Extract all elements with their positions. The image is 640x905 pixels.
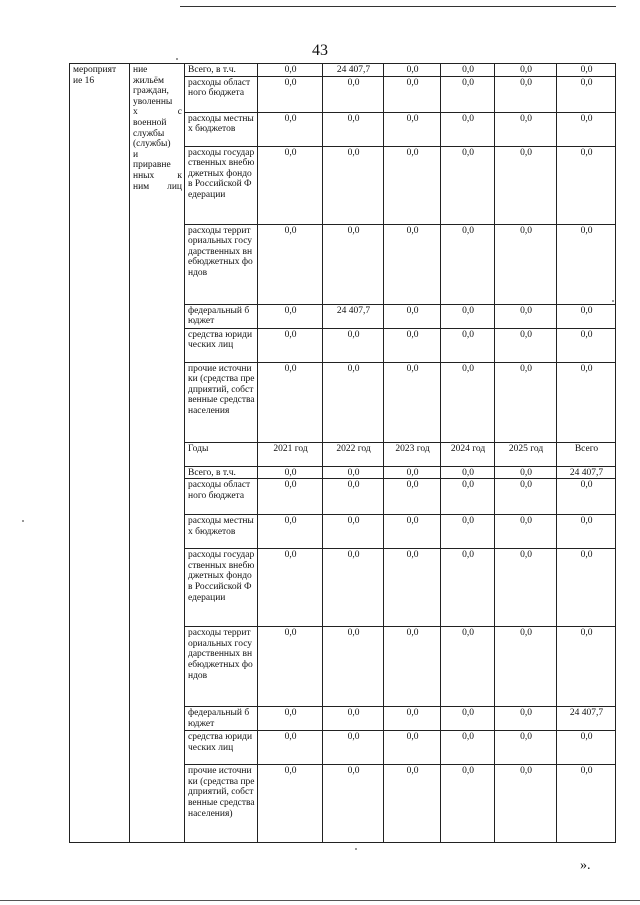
value-cell: 0,0 <box>557 515 616 549</box>
row-label: расходы местных бюджетов <box>185 515 258 549</box>
value-cell: 0,0 <box>441 76 495 112</box>
value-cell: 0,0 <box>495 707 557 731</box>
year-header: 2024 год <box>441 442 495 466</box>
value-cell: 0,0 <box>557 146 616 224</box>
scan-speck <box>176 58 178 60</box>
value-cell: 0,0 <box>495 224 557 304</box>
scan-speck <box>355 848 357 850</box>
year-header: 2022 год <box>323 442 384 466</box>
description-line: и <box>133 149 139 160</box>
value-cell: 0,0 <box>258 146 323 224</box>
value-cell: 0,0 <box>258 328 323 362</box>
description-cell <box>130 64 185 843</box>
value-cell: 0,0 <box>495 76 557 112</box>
value-cell: 0,0 <box>495 627 557 707</box>
value-cell: 0,0 <box>557 76 616 112</box>
description-line: уволенны <box>133 96 173 107</box>
row-label: расходы территориальных государственных внебюджетных фондов <box>185 224 258 304</box>
value-cell: 24 407,7 <box>557 466 616 479</box>
value-cell: 0,0 <box>258 304 323 328</box>
value-cell: 0,0 <box>441 707 495 731</box>
value-cell: 0,0 <box>323 224 384 304</box>
value-cell: 0,0 <box>441 515 495 549</box>
value-cell: 0,0 <box>258 112 323 146</box>
value-cell: 0,0 <box>384 515 441 549</box>
value-cell: 0,0 <box>557 627 616 707</box>
description-line: военной <box>133 117 167 128</box>
value-cell: 0,0 <box>557 112 616 146</box>
value-cell: 0,0 <box>441 146 495 224</box>
value-cell: 0,0 <box>384 466 441 479</box>
value-cell: 0,0 <box>323 479 384 515</box>
value-cell: 0,0 <box>495 466 557 479</box>
value-cell: 0,0 <box>495 549 557 627</box>
value-cell: 0,0 <box>495 304 557 328</box>
value-cell: 0,0 <box>441 466 495 479</box>
year-header: 2023 год <box>384 442 441 466</box>
value-cell: 0,0 <box>441 765 495 843</box>
value-cell: 0,0 <box>441 731 495 765</box>
page-number: 43 <box>312 42 328 59</box>
value-cell: 24 407,7 <box>323 304 384 328</box>
value-cell: 0,0 <box>258 76 323 112</box>
description-line: (службы) <box>133 139 171 150</box>
value-cell: 0,0 <box>384 112 441 146</box>
value-cell: 0,0 <box>323 362 384 442</box>
value-cell: 0,0 <box>258 362 323 442</box>
value-cell: 0,0 <box>495 146 557 224</box>
value-cell: 0,0 <box>495 362 557 442</box>
value-cell: 0,0 <box>258 627 323 707</box>
value-cell: 0,0 <box>495 479 557 515</box>
row-label: средства юридических лиц <box>185 328 258 362</box>
value-cell: 0,0 <box>323 466 384 479</box>
value-cell: 0,0 <box>495 765 557 843</box>
value-cell: 0,0 <box>441 304 495 328</box>
year-header: 2025 год <box>495 442 557 466</box>
value-cell: 0,0 <box>384 328 441 362</box>
value-cell: 0,0 <box>384 765 441 843</box>
value-cell: 0,0 <box>384 76 441 112</box>
value-cell: 0,0 <box>258 479 323 515</box>
description-line: ним лиц <box>133 181 182 192</box>
value-cell: 0,0 <box>441 549 495 627</box>
value-cell: 0,0 <box>384 627 441 707</box>
value-cell: 0,0 <box>384 549 441 627</box>
value-cell: 0,0 <box>384 479 441 515</box>
value-cell: 0,0 <box>258 549 323 627</box>
bottom-rule <box>0 900 640 901</box>
value-cell: 24 407,7 <box>557 707 616 731</box>
row-label: федеральный бюджет <box>185 304 258 328</box>
measure-cell <box>70 64 130 843</box>
year-header: Всего <box>557 442 616 466</box>
value-cell: 0,0 <box>557 479 616 515</box>
row-label: Всего, в т.ч. <box>185 64 258 77</box>
value-cell: 0,0 <box>557 328 616 362</box>
row-label: расходы государственных внебюджетных фондов Российской Федерации <box>185 549 258 627</box>
value-cell: 0,0 <box>258 731 323 765</box>
value-cell: 0,0 <box>258 707 323 731</box>
value-cell: 0,0 <box>258 515 323 549</box>
value-cell: 0,0 <box>323 707 384 731</box>
value-cell: 0,0 <box>557 549 616 627</box>
value-cell: 0,0 <box>495 515 557 549</box>
table-row <box>70 64 616 77</box>
value-cell: 0,0 <box>258 466 323 479</box>
value-cell: 0,0 <box>323 76 384 112</box>
value-cell: 0,0 <box>495 112 557 146</box>
description-line: службы <box>133 128 165 139</box>
value-cell: 0,0 <box>441 224 495 304</box>
description-line: граждан, <box>133 86 169 97</box>
value-cell: 0,0 <box>384 707 441 731</box>
value-cell: 0,0 <box>323 328 384 362</box>
value-cell: 0,0 <box>323 731 384 765</box>
scan-speck <box>612 300 614 302</box>
value-cell: 0,0 <box>323 146 384 224</box>
value-cell: 0,0 <box>557 731 616 765</box>
description-line: ние <box>133 65 148 75</box>
scan-speck <box>22 520 24 522</box>
value-cell: 0,0 <box>323 549 384 627</box>
value-cell: 0,0 <box>323 515 384 549</box>
value-cell: 0,0 <box>384 362 441 442</box>
value-cell: 0,0 <box>441 362 495 442</box>
description-line: жильём <box>133 75 164 86</box>
row-label: Всего, в т.ч. <box>185 466 258 479</box>
value-cell: 0,0 <box>495 64 557 77</box>
row-label: расходы областного бюджета <box>185 76 258 112</box>
budget-table <box>69 63 616 843</box>
row-label: федеральный бюджет <box>185 707 258 731</box>
value-cell: 0,0 <box>495 328 557 362</box>
value-cell: 0,0 <box>323 765 384 843</box>
row-label: средства юридических лиц <box>185 731 258 765</box>
year-header: 2021 год <box>258 442 323 466</box>
description-line: приравне <box>133 160 171 171</box>
value-cell: 0,0 <box>323 627 384 707</box>
value-cell: 0,0 <box>258 64 323 77</box>
row-label: расходы местных бюджетов <box>185 112 258 146</box>
value-cell: 0,0 <box>441 479 495 515</box>
value-cell: 0,0 <box>557 304 616 328</box>
value-cell: 0,0 <box>557 362 616 442</box>
value-cell: 0,0 <box>384 304 441 328</box>
top-rule <box>180 6 616 7</box>
row-label: расходы государственных внебюджетных фондов Российской Федерации <box>185 146 258 224</box>
value-cell: 0,0 <box>258 224 323 304</box>
value-cell: 0,0 <box>323 112 384 146</box>
measure-line: ие 16 <box>73 75 95 86</box>
value-cell: 0,0 <box>557 224 616 304</box>
value-cell: 0,0 <box>557 765 616 843</box>
years-label: Годы <box>185 442 258 466</box>
value-cell: 0,0 <box>384 64 441 77</box>
value-cell: 0,0 <box>441 112 495 146</box>
value-cell: 0,0 <box>384 146 441 224</box>
value-cell: 0,0 <box>384 224 441 304</box>
value-cell: 0,0 <box>557 64 616 77</box>
row-label: расходы территориальных государственных внебюджетных фондов <box>185 627 258 707</box>
closing-quote: ». <box>580 858 591 873</box>
description-line: х с <box>133 107 182 118</box>
value-cell: 24 407,7 <box>323 64 384 77</box>
measure-line: мероприят <box>73 65 117 75</box>
row-label: прочие источники (средства предприятий, собственные средства населения) <box>185 765 258 843</box>
value-cell: 0,0 <box>441 64 495 77</box>
value-cell: 0,0 <box>258 765 323 843</box>
value-cell: 0,0 <box>441 328 495 362</box>
value-cell: 0,0 <box>384 731 441 765</box>
value-cell: 0,0 <box>441 627 495 707</box>
row-label: прочие источники (средства предприятий, собственные средства населения <box>185 362 258 442</box>
value-cell: 0,0 <box>495 731 557 765</box>
row-label: расходы областного бюджета <box>185 479 258 515</box>
description-line: нных к <box>133 170 182 181</box>
